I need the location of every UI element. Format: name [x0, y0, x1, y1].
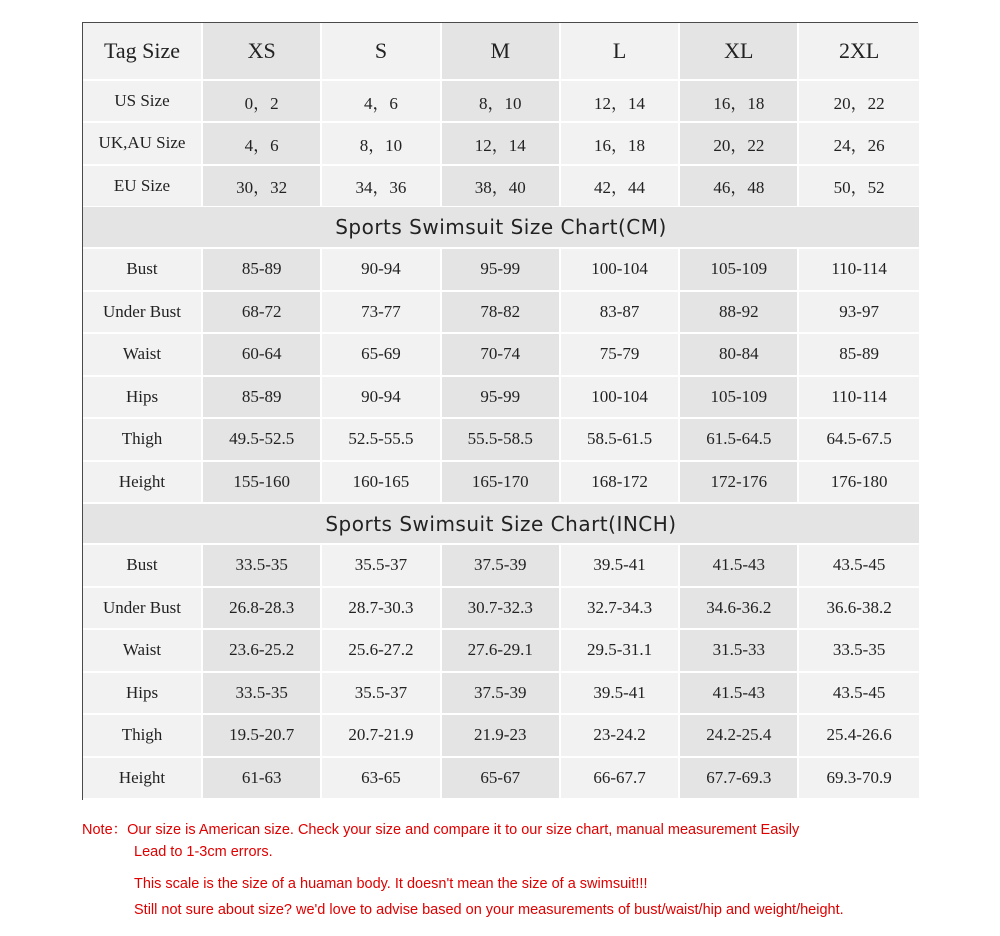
row-label: Hips	[83, 377, 203, 420]
header-cell: M	[442, 23, 561, 81]
header-cell: Tag Size	[83, 23, 203, 81]
table-row	[83, 419, 919, 462]
table-cell: 41.5-43	[680, 673, 799, 716]
table-cell: 105-109	[680, 249, 799, 292]
table-cell: 75-79	[561, 334, 680, 377]
table-cell: 85-89	[203, 249, 322, 292]
table-cell: 20，22	[799, 81, 918, 123]
table-cell: 37.5-39	[442, 545, 561, 588]
row-label: Height	[83, 758, 203, 801]
table-cell: 69.3-70.9	[799, 758, 918, 801]
table-cell: 4，6	[203, 123, 322, 165]
header-cell: 2XL	[799, 23, 918, 81]
table-cell: 21.9-23	[442, 715, 561, 758]
table-cell: 38，40	[442, 166, 561, 208]
table-cell: 25.6-27.2	[322, 630, 441, 673]
table-cell: 33.5-35	[203, 545, 322, 588]
row-label: Under Bust	[83, 292, 203, 335]
table-cell: 60-64	[203, 334, 322, 377]
table-cell: 155-160	[203, 462, 322, 505]
table-cell: 61-63	[203, 758, 322, 801]
table-cell: 110-114	[799, 249, 918, 292]
table-cell: 33.5-35	[799, 630, 918, 673]
table-cell: 176-180	[799, 462, 918, 505]
table-cell: 4，6	[322, 81, 441, 123]
table-cell: 37.5-39	[442, 673, 561, 716]
header-cell: S	[322, 23, 441, 81]
table-cell: 24.2-25.4	[680, 715, 799, 758]
row-label: Bust	[83, 545, 203, 588]
inch-section-title: Sports Swimsuit Size Chart(INCH)	[83, 504, 919, 545]
table-cell: 50，52	[799, 166, 918, 208]
size-chart	[82, 22, 918, 800]
table-cell: 29.5-31.1	[561, 630, 680, 673]
table-cell: 26.8-28.3	[203, 588, 322, 631]
table-cell: 88-92	[680, 292, 799, 335]
table-row	[83, 123, 919, 165]
table-cell: 19.5-20.7	[203, 715, 322, 758]
table-cell: 16，18	[680, 81, 799, 123]
row-label: UK,AU Size	[83, 123, 203, 165]
table-cell: 36.6-38.2	[799, 588, 918, 631]
table-cell: 28.7-30.3	[322, 588, 441, 631]
table-cell: 90-94	[322, 377, 441, 420]
table-cell: 8，10	[322, 123, 441, 165]
table-cell: 39.5-41	[561, 673, 680, 716]
table-cell: 66-67.7	[561, 758, 680, 801]
table-cell: 31.5-33	[680, 630, 799, 673]
table-row	[83, 377, 919, 420]
table-cell: 12，14	[561, 81, 680, 123]
table-cell: 93-97	[799, 292, 918, 335]
table-cell: 168-172	[561, 462, 680, 505]
table-cell: 52.5-55.5	[322, 419, 441, 462]
table-cell: 70-74	[442, 334, 561, 377]
table-cell: 12，14	[442, 123, 561, 165]
table-cell: 68-72	[203, 292, 322, 335]
row-label: Hips	[83, 673, 203, 716]
table-cell: 160-165	[322, 462, 441, 505]
table-cell: 63-65	[322, 758, 441, 801]
table-cell: 90-94	[322, 249, 441, 292]
table-cell: 95-99	[442, 249, 561, 292]
row-label: Thigh	[83, 419, 203, 462]
row-label: Bust	[83, 249, 203, 292]
table-cell: 100-104	[561, 249, 680, 292]
table-cell: 23.6-25.2	[203, 630, 322, 673]
table-cell: 67.7-69.3	[680, 758, 799, 801]
table-cell: 30.7-32.3	[442, 588, 561, 631]
table-cell: 27.6-29.1	[442, 630, 561, 673]
row-label: US Size	[83, 81, 203, 123]
table-row	[83, 334, 919, 377]
note-line: Lead to 1-3cm errors.	[134, 844, 273, 860]
row-label: Height	[83, 462, 203, 505]
header-row	[83, 23, 919, 81]
table-cell: 95-99	[442, 377, 561, 420]
header-cell: XL	[680, 23, 799, 81]
table-cell: 110-114	[799, 377, 918, 420]
row-label: Thigh	[83, 715, 203, 758]
table-cell: 83-87	[561, 292, 680, 335]
table-row	[83, 292, 919, 335]
table-row	[83, 81, 919, 123]
cm-section-title: Sports Swimsuit Size Chart(CM)	[83, 207, 919, 249]
table-row	[83, 630, 919, 673]
table-cell: 32.7-34.3	[561, 588, 680, 631]
table-cell: 100-104	[561, 377, 680, 420]
row-label: Waist	[83, 334, 203, 377]
table-cell: 16，18	[561, 123, 680, 165]
table-cell: 20，22	[680, 123, 799, 165]
table-cell: 25.4-26.6	[799, 715, 918, 758]
table-cell: 61.5-64.5	[680, 419, 799, 462]
table-cell: 41.5-43	[680, 545, 799, 588]
table-row	[83, 462, 919, 505]
table-row	[83, 673, 919, 716]
table-cell: 8，10	[442, 81, 561, 123]
table-row	[83, 758, 919, 801]
table-cell: 65-67	[442, 758, 561, 801]
table-cell: 42，44	[561, 166, 680, 208]
table-cell: 78-82	[442, 292, 561, 335]
table-cell: 23-24.2	[561, 715, 680, 758]
table-cell: 0，2	[203, 81, 322, 123]
table-cell: 64.5-67.5	[799, 419, 918, 462]
note-line: Note：Our size is American size. Check your size and compare it to our size chart, manual measurement Easily	[82, 822, 800, 838]
table-cell: 55.5-58.5	[442, 419, 561, 462]
table-cell: 35.5-37	[322, 673, 441, 716]
table-cell: 34，36	[322, 166, 441, 208]
note-line: This scale is the size of a huaman body. It doesn't mean the size of a swimsuit!!!	[134, 876, 648, 892]
table-cell: 85-89	[799, 334, 918, 377]
table-cell: 24，26	[799, 123, 918, 165]
table-row	[83, 545, 919, 588]
row-label: Waist	[83, 630, 203, 673]
table-cell: 30，32	[203, 166, 322, 208]
table-cell: 65-69	[322, 334, 441, 377]
table-cell: 165-170	[442, 462, 561, 505]
table-row	[83, 715, 919, 758]
note-line: Still not sure about size? we'd love to advise based on your measurements of bust/waist/hip and weight/height.	[134, 902, 844, 918]
table-cell: 39.5-41	[561, 545, 680, 588]
table-cell: 172-176	[680, 462, 799, 505]
row-label: EU Size	[83, 166, 203, 208]
table-cell: 49.5-52.5	[203, 419, 322, 462]
table-cell: 73-77	[322, 292, 441, 335]
table-cell: 85-89	[203, 377, 322, 420]
table-cell: 20.7-21.9	[322, 715, 441, 758]
table-cell: 43.5-45	[799, 545, 918, 588]
table-cell: 58.5-61.5	[561, 419, 680, 462]
row-label: Under Bust	[83, 588, 203, 631]
table-row	[83, 588, 919, 631]
table-row	[83, 166, 919, 208]
header-cell: XS	[203, 23, 322, 81]
table-cell: 35.5-37	[322, 545, 441, 588]
table-cell: 80-84	[680, 334, 799, 377]
table-cell: 46，48	[680, 166, 799, 208]
table-cell: 105-109	[680, 377, 799, 420]
table-row	[83, 249, 919, 292]
table-cell: 33.5-35	[203, 673, 322, 716]
header-cell: L	[561, 23, 680, 81]
table-cell: 34.6-36.2	[680, 588, 799, 631]
table-cell: 43.5-45	[799, 673, 918, 716]
